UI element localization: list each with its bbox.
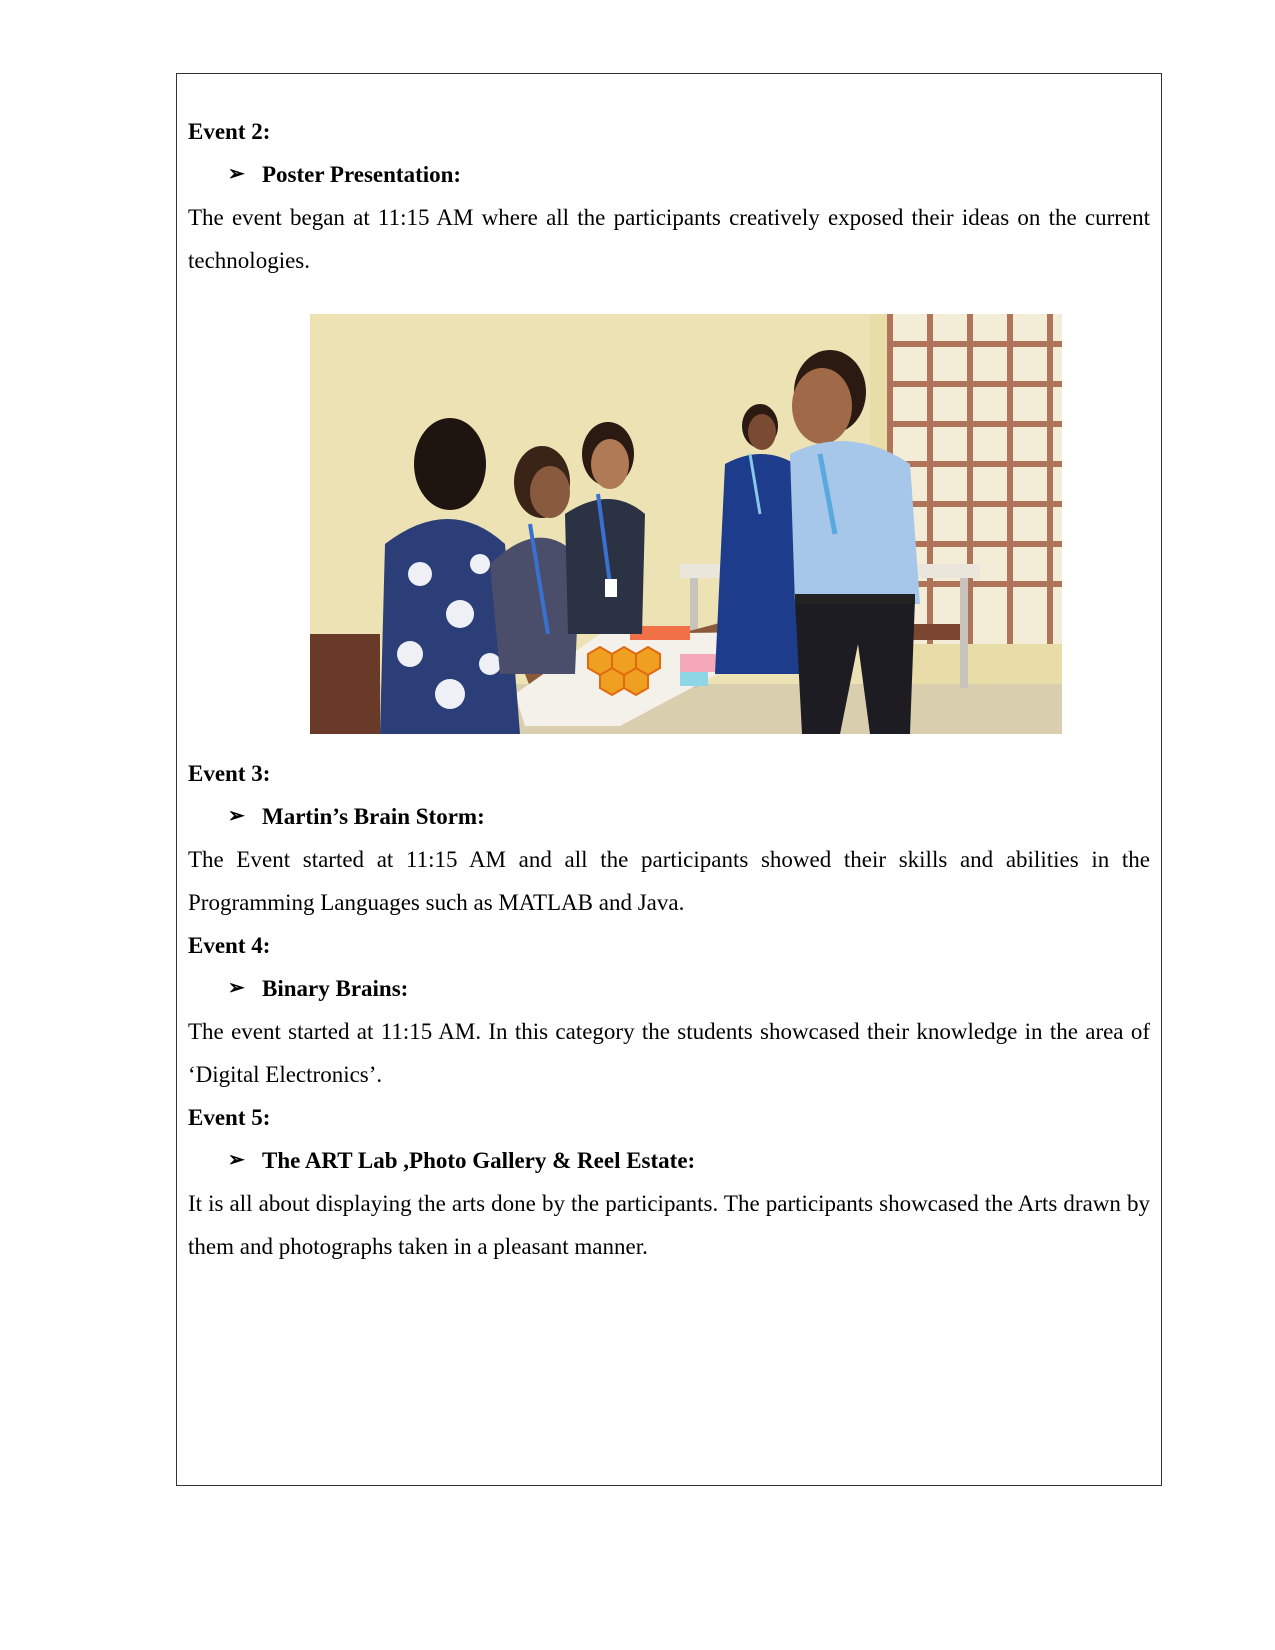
- arrowhead-bullet-icon: ➢: [228, 805, 245, 827]
- event-5-title-line: [188, 1139, 1150, 1182]
- document-content: [188, 110, 1150, 1268]
- event-2-title: Poster Presentation:: [262, 162, 462, 187]
- arrowhead-bullet-icon: ➢: [228, 163, 245, 185]
- event-photo: [310, 314, 1062, 734]
- event-4-heading: Event 4:: [188, 933, 271, 958]
- event-5-heading: Event 5:: [188, 1105, 271, 1130]
- arrowhead-bullet-icon: ➢: [228, 977, 245, 999]
- event-2-title-line: [188, 153, 1150, 196]
- event-photo-image: [310, 314, 1062, 734]
- event-4-description: The event started at 11:15 AM. In this category the students showcased their knowledge in the area of ‘Digital Electronics’.: [188, 1019, 1150, 1087]
- event-3-title: Martin’s Brain Storm:: [262, 804, 485, 829]
- event-2-description: The event began at 11:15 AM where all the participants creatively exposed their ideas on the current technologies.: [188, 205, 1150, 273]
- event-5-description: It is all about displaying the arts done by the participants. The participants showcased the Arts drawn by them and photographs taken in a pleasant manner.: [188, 1191, 1150, 1259]
- event-3-heading: Event 3:: [188, 761, 271, 786]
- event-3-description: The Event started at 11:15 AM and all the participants showed their skills and abilities in the Programming Languages such as MATLAB and Java.: [188, 847, 1150, 915]
- event-4-title-line: [188, 967, 1150, 1010]
- event-5-title: The ART Lab ,Photo Gallery & Reel Estate:: [262, 1148, 696, 1173]
- arrowhead-bullet-icon: ➢: [228, 1149, 245, 1171]
- event-4-title: Binary Brains:: [262, 976, 409, 1001]
- event-2-heading: Event 2:: [188, 119, 271, 144]
- event-3-title-line: [188, 795, 1150, 838]
